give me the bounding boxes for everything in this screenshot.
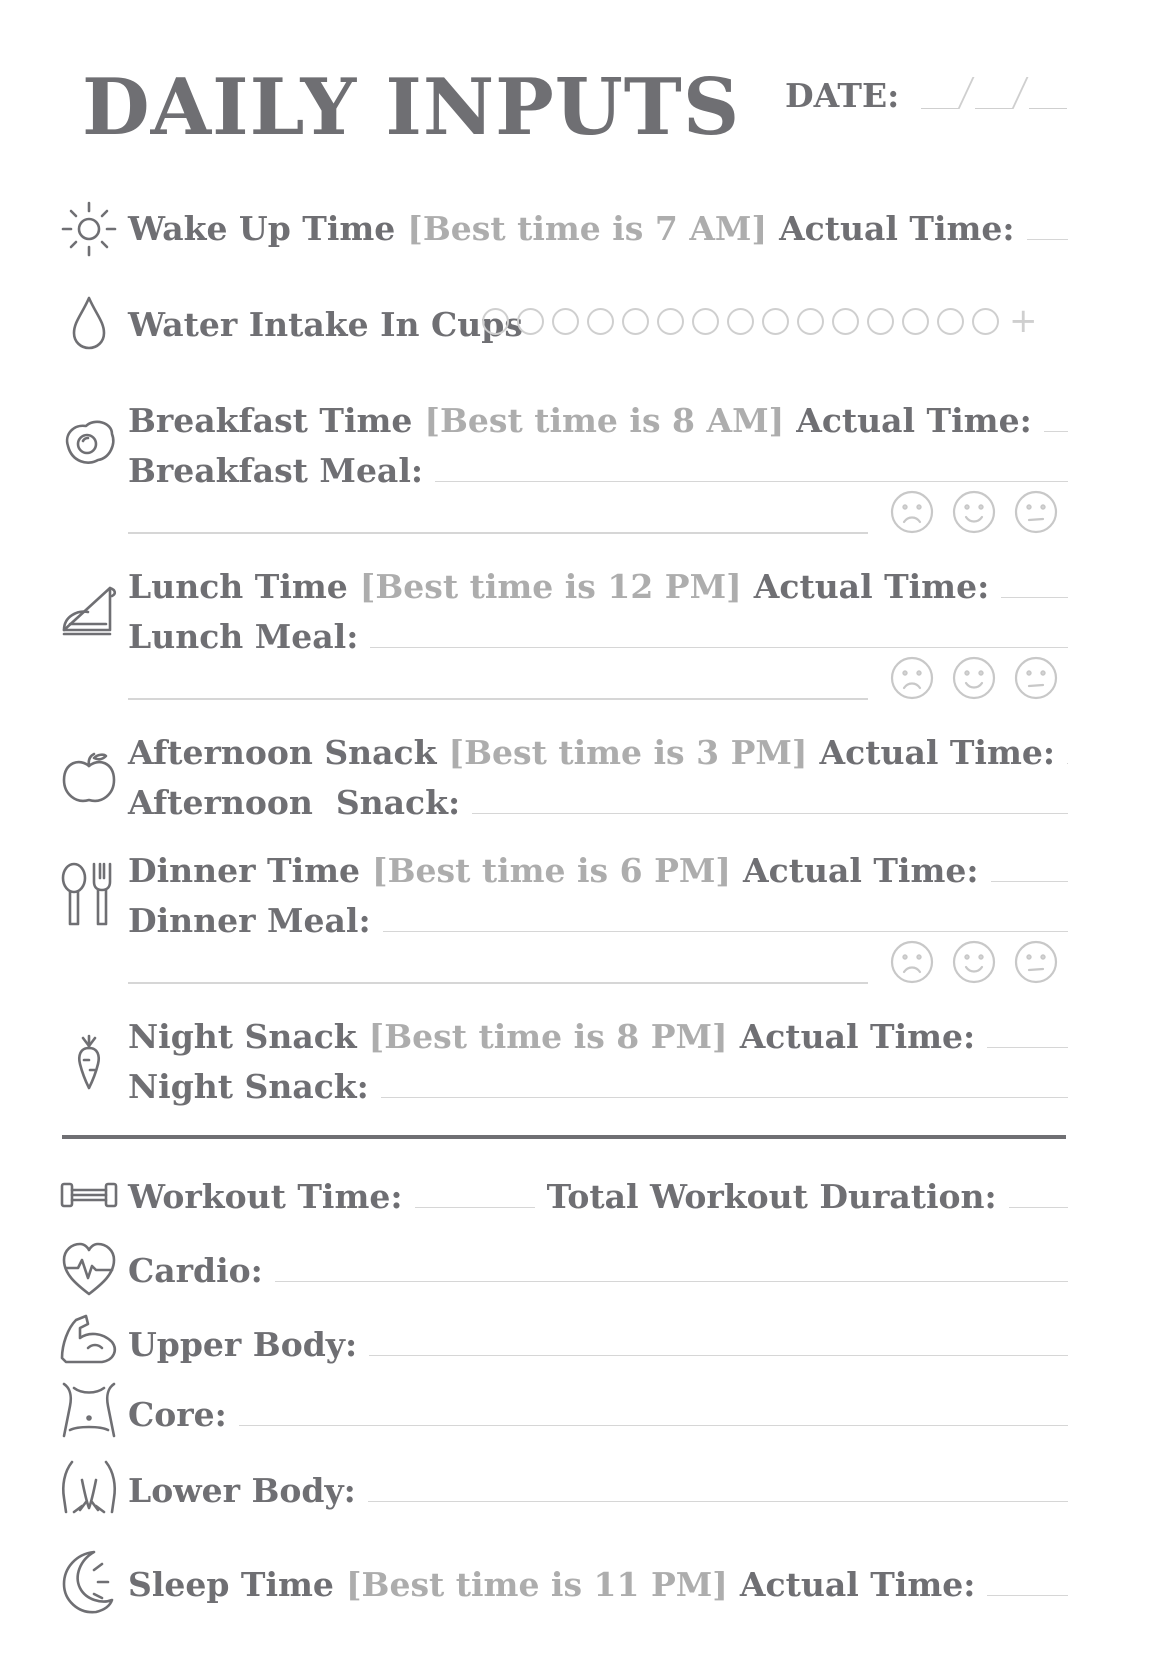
neutral-face-icon[interactable] <box>1014 656 1058 700</box>
lower-body-row <box>128 1466 1068 1510</box>
dinner-time-row <box>128 846 1068 890</box>
afternoon-meal-label: Afternoon Snack: <box>128 783 461 822</box>
torso-icon <box>58 1380 120 1442</box>
breakfast-time-label: Breakfast Time <box>128 401 413 440</box>
cup-circle-9[interactable] <box>762 308 789 335</box>
night-actual-label: Actual Time: <box>739 1017 976 1056</box>
cardio-label: Cardio: <box>128 1251 263 1290</box>
dinner-meal-input[interactable] <box>383 931 1068 933</box>
water-intake-row <box>128 300 523 344</box>
breakfast-actual-label: Actual Time: <box>796 401 1032 440</box>
lunch-time-label: Lunch Time <box>128 567 348 606</box>
sandwich-icon <box>58 580 120 642</box>
night-meal-row <box>128 1062 1068 1106</box>
page-title: DAILY INPUTS <box>82 62 741 153</box>
water-intake-label: Water Intake In Cups <box>128 305 523 344</box>
lunch-actual-label: Actual Time: <box>753 567 990 606</box>
breakfast-meal-row <box>128 446 1068 490</box>
cup-circle-11[interactable] <box>832 308 859 335</box>
happy-face-icon[interactable] <box>952 490 996 534</box>
carrot-icon <box>58 1030 120 1092</box>
cup-circle-8[interactable] <box>727 308 754 335</box>
lower-body-input[interactable] <box>368 1501 1068 1503</box>
breakfast-meal-label: Breakfast Meal: <box>128 451 424 490</box>
wake-up-actual-input[interactable] <box>1027 239 1068 241</box>
sad-face-icon[interactable] <box>890 940 934 984</box>
water-cups-tracker <box>482 301 1038 341</box>
lunch-mood-faces <box>890 656 1058 700</box>
breakfast-best-time: [Best time is 8 AM] <box>424 401 785 440</box>
breakfast-actual-input[interactable] <box>1044 431 1068 433</box>
core-label: Core: <box>128 1395 227 1434</box>
cup-circle-15[interactable] <box>972 308 999 335</box>
afternoon-actual-input[interactable] <box>1067 763 1068 765</box>
lower-body-label: Lower Body: <box>128 1471 356 1510</box>
sleep-row <box>128 1560 1068 1604</box>
night-snack-label: Night Snack <box>128 1017 357 1056</box>
cup-circle-2[interactable] <box>517 308 544 335</box>
bicep-icon <box>58 1308 120 1370</box>
cup-circle-13[interactable] <box>902 308 929 335</box>
dinner-actual-input[interactable] <box>991 881 1068 883</box>
wake-up-label: Wake Up Time <box>128 209 396 248</box>
cardio-input[interactable] <box>275 1281 1068 1283</box>
dinner-meal-extra-line[interactable] <box>128 982 868 984</box>
afternoon-snack-label: Afternoon Snack <box>128 733 437 772</box>
lunch-actual-input[interactable] <box>1001 597 1068 599</box>
sun-icon <box>58 198 120 260</box>
heartbeat-icon <box>58 1238 120 1300</box>
water-drop-icon <box>58 292 120 354</box>
cup-circle-10[interactable] <box>797 308 824 335</box>
dinner-mood-faces <box>890 940 1058 984</box>
wake-up-actual-label: Actual Time: <box>779 209 1015 248</box>
cardio-row <box>128 1246 1068 1290</box>
breakfast-meal-extra-line[interactable] <box>128 532 868 534</box>
core-input[interactable] <box>239 1425 1068 1427</box>
wake-up-best-time: [Best time is 7 AM] <box>407 209 768 248</box>
dinner-actual-label: Actual Time: <box>743 851 979 890</box>
afternoon-actual-label: Actual Time: <box>819 733 1056 772</box>
sad-face-icon[interactable] <box>890 656 934 700</box>
lunch-meal-row <box>128 612 1068 656</box>
night-snack-row <box>128 1012 1068 1056</box>
cup-circle-5[interactable] <box>622 308 649 335</box>
afternoon-best-time: [Best time is 3 PM] <box>448 733 808 772</box>
workout-row <box>128 1172 1068 1216</box>
add-cup-icon[interactable]: + <box>1009 301 1038 341</box>
workout-duration-input[interactable] <box>1009 1207 1068 1209</box>
sad-face-icon[interactable] <box>890 490 934 534</box>
sleep-actual-label: Actual Time: <box>739 1565 976 1604</box>
sleep-actual-input[interactable] <box>987 1595 1068 1597</box>
date-label: DATE: <box>785 76 900 115</box>
breakfast-time-row <box>128 396 1068 440</box>
upper-body-label: Upper Body: <box>128 1325 358 1364</box>
lunch-time-row <box>128 562 1068 606</box>
night-best-time: [Best time is 8 PM] <box>368 1017 728 1056</box>
afternoon-snack-row <box>128 728 1068 772</box>
neutral-face-icon[interactable] <box>1014 940 1058 984</box>
breakfast-mood-faces <box>890 490 1058 534</box>
date-field[interactable] <box>785 76 1071 115</box>
wake-up-row <box>128 204 1068 248</box>
workout-time-input[interactable] <box>415 1207 535 1209</box>
core-row <box>128 1390 1068 1434</box>
afternoon-meal-row <box>128 778 1068 822</box>
date-blank[interactable] <box>921 77 1071 115</box>
section-divider <box>62 1135 1066 1139</box>
dinner-best-time: [Best time is 6 PM] <box>372 851 732 890</box>
moon-icon <box>58 1546 120 1618</box>
night-actual-input[interactable] <box>987 1047 1068 1049</box>
cup-circle-14[interactable] <box>937 308 964 335</box>
happy-face-icon[interactable] <box>952 940 996 984</box>
cup-circle-4[interactable] <box>587 308 614 335</box>
neutral-face-icon[interactable] <box>1014 490 1058 534</box>
dinner-meal-row <box>128 896 1068 940</box>
sleep-best-time: [Best time is 11 PM] <box>345 1565 728 1604</box>
workout-duration-label: Total Workout Duration: <box>546 1177 997 1216</box>
sleep-time-label: Sleep Time <box>128 1565 334 1604</box>
upper-body-input[interactable] <box>369 1355 1068 1357</box>
spoon-fork-icon <box>58 860 120 930</box>
night-meal-input[interactable] <box>381 1097 1068 1099</box>
afternoon-meal-input[interactable] <box>472 813 1068 815</box>
lunch-best-time: [Best time is 12 PM] <box>359 567 742 606</box>
fried-egg-icon <box>58 412 120 474</box>
cup-circle-6[interactable] <box>657 308 684 335</box>
workout-time-label: Workout Time: <box>128 1177 403 1216</box>
lunch-meal-extra-line[interactable] <box>128 698 868 700</box>
upper-body-row <box>128 1320 1068 1364</box>
cup-circle-7[interactable] <box>692 308 719 335</box>
cup-circle-3[interactable] <box>552 308 579 335</box>
lunch-meal-input[interactable] <box>370 647 1068 649</box>
lunch-meal-label: Lunch Meal: <box>128 617 359 656</box>
happy-face-icon[interactable] <box>952 656 996 700</box>
night-meal-label: Night Snack: <box>128 1067 369 1106</box>
breakfast-meal-input[interactable] <box>435 481 1068 483</box>
cup-circle-1[interactable] <box>482 308 509 335</box>
dumbbell-icon <box>58 1164 120 1226</box>
apple-icon <box>58 746 120 808</box>
dinner-meal-label: Dinner Meal: <box>128 901 371 940</box>
dinner-time-label: Dinner Time <box>128 851 361 890</box>
cup-circle-12[interactable] <box>867 308 894 335</box>
legs-icon <box>58 1456 120 1518</box>
